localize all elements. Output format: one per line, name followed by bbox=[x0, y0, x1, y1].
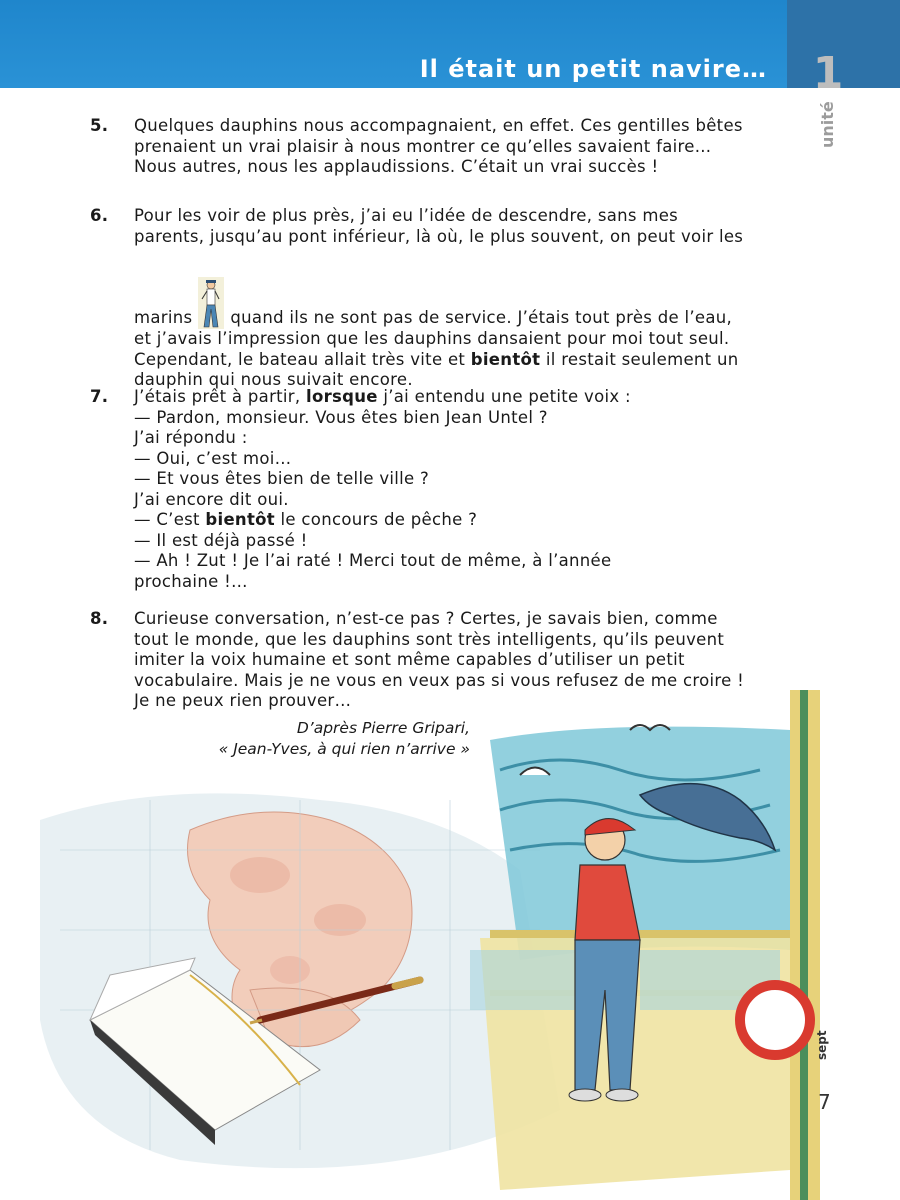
text-line: Quelques dauphins nous accompagnaient, en effet. Ces gentilles bêtes bbox=[134, 116, 743, 135]
paragraph-text bbox=[134, 206, 794, 391]
text-fragment: j’ai entendu une petite voix : bbox=[383, 387, 631, 406]
bold-word: bientôt bbox=[205, 510, 275, 529]
page-word: sept bbox=[815, 1030, 829, 1060]
paragraph-number: 6. bbox=[90, 206, 109, 225]
illustration bbox=[0, 690, 900, 1200]
dialogue-line-concours bbox=[134, 510, 794, 531]
sailor-icon bbox=[198, 277, 224, 329]
text-line-lorsque bbox=[134, 387, 794, 408]
unit-label: unité bbox=[818, 101, 837, 148]
text-line: Nous autres, nous les applaudissions. C’était un vrai succès ! bbox=[134, 157, 659, 176]
dialogue-line: — Et vous êtes bien de telle ville ? bbox=[134, 469, 430, 488]
paragraph-number: 8. bbox=[90, 609, 109, 628]
citation bbox=[150, 718, 470, 760]
paragraph-text bbox=[134, 116, 794, 178]
dialogue-line: J’ai encore dit oui. bbox=[134, 489, 289, 509]
text-line: Je ne peux rien prouver… bbox=[134, 691, 352, 710]
text-line: vocabulaire. Mais je ne vous en veux pas si vous refusez de me croire ! bbox=[134, 670, 745, 690]
dialogue-line: — Ah ! Zut ! Je l’ai raté ! Merci tout de même, à l’année bbox=[134, 551, 612, 570]
bold-word: bientôt bbox=[470, 349, 541, 369]
text-line-marins bbox=[134, 277, 794, 329]
text-fragment: marins bbox=[134, 308, 193, 327]
dialogue-line: prochaine !… bbox=[134, 571, 248, 591]
text-line: tout le monde, que les dauphins sont très intelligents, qu’ils peuvent bbox=[134, 629, 725, 649]
text-line: dauphin qui nous suivait encore. bbox=[134, 370, 413, 389]
text-fragment: quand ils ne sont pas de service. J’étais tout près de l’eau, bbox=[230, 308, 733, 327]
dialogue-line: — Il est déjà passé ! bbox=[134, 530, 308, 550]
text-line: Curieuse conversation, n’est-ce pas ? Certes, je savais bien, comme bbox=[134, 609, 718, 628]
text-line: prenaient un vrai plaisir à nous montrer ce qu’elles savaient faire… bbox=[134, 136, 712, 156]
bold-word: lorsque bbox=[305, 387, 378, 406]
paragraph-text bbox=[134, 387, 794, 592]
paragraph-number: 5. bbox=[90, 116, 109, 135]
dialogue-line: J’ai répondu : bbox=[134, 428, 248, 447]
text-line: imiter la voix humaine et sont même capables d’utiliser un petit bbox=[134, 650, 685, 669]
paragraph-number: 7. bbox=[90, 387, 109, 406]
sea-scene-illustration bbox=[470, 690, 820, 1200]
text-line: et j’avais l’impression que les dauphins dansaient pour moi tout seul. bbox=[134, 329, 730, 348]
dialogue-line: — Pardon, monsieur. Vous êtes bien Jean Untel ? bbox=[134, 407, 548, 427]
unit-label-wrap bbox=[818, 101, 838, 208]
text-line: parents, jusqu’au pont inférieur, là où, le plus souvent, on peut voir les bbox=[134, 226, 744, 246]
text-fragment: il restait seulement un bbox=[545, 349, 739, 369]
page-number: 7 bbox=[818, 1090, 831, 1114]
chapter-title: Il était un petit navire… bbox=[419, 55, 767, 83]
dialogue-line: — Oui, c’est moi… bbox=[134, 448, 292, 468]
header-banner bbox=[0, 0, 787, 88]
text-fragment: J’étais prêt à partir, bbox=[134, 387, 301, 406]
text-fragment: le concours de pêche ? bbox=[280, 510, 478, 529]
page-word-wrap bbox=[815, 1020, 835, 1070]
text-fragment: Cependant, le bateau allait très vite et bbox=[134, 349, 466, 369]
unit-number: 1 bbox=[812, 48, 844, 99]
text-line: Pour les voir de plus près, j’ai eu l’idée de descendre, sans mes bbox=[134, 206, 679, 225]
text-fragment: — C’est bbox=[134, 510, 200, 529]
citation-work: « Jean-Yves, à qui rien n’arrive » bbox=[218, 740, 470, 758]
citation-author: D’après Pierre Gripari, bbox=[296, 719, 470, 737]
text-line-bientot bbox=[134, 350, 794, 371]
